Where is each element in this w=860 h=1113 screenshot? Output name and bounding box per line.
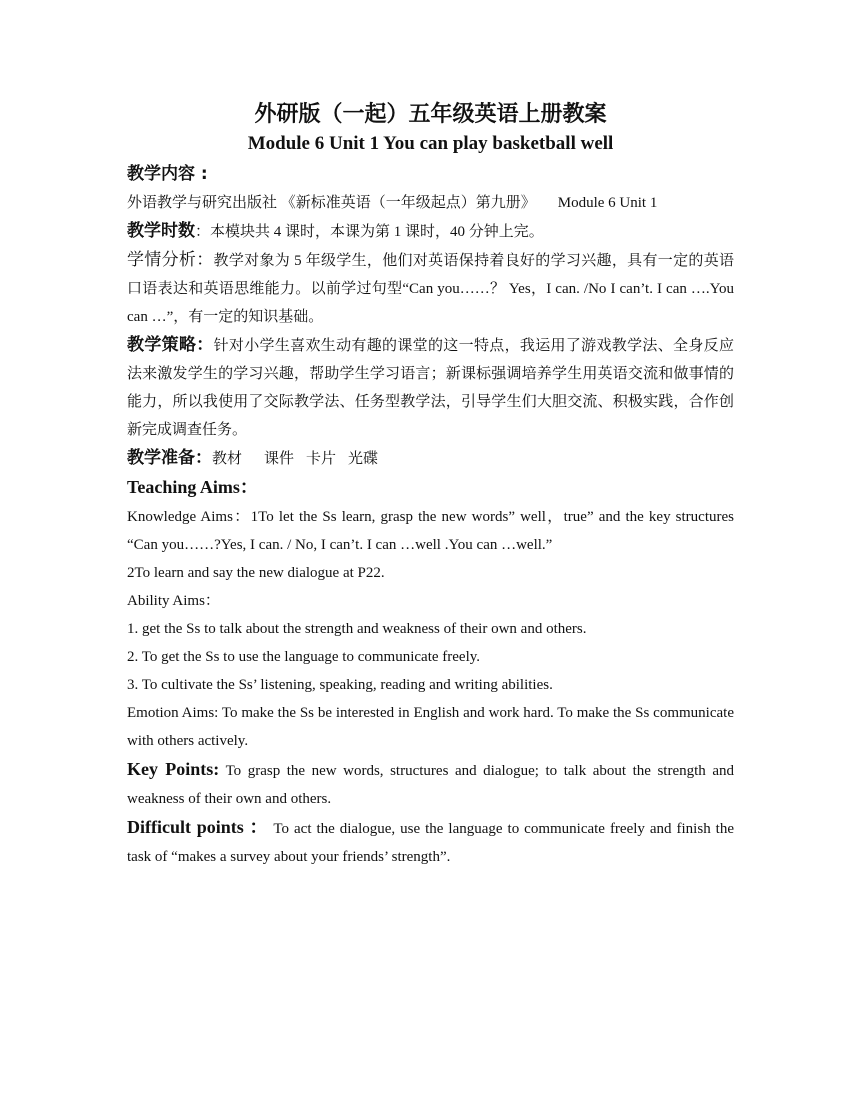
knowledge-aims-2: 2To learn and say the new dialogue at P22. — [127, 565, 385, 581]
hours-label: 教学时数 — [127, 221, 195, 241]
difficult-points-paragraph — [127, 813, 734, 871]
content-heading-label: 教学内容 : — [127, 164, 208, 184]
strategy-label: 教学策略： — [127, 335, 214, 355]
emotion-aims: Emotion Aims: To make the Ss be interested in English and work hard. To make the Ss communicate with others actively. — [127, 705, 734, 749]
ability-aims-heading: Ability Aims： — [127, 593, 220, 609]
difficult-points-text: To act the dialogue, use the language to communicate freely and finish the task of “makes a survey about your friends’ strength”. — [127, 821, 734, 865]
knowledge-aims: Knowledge Aims：1To let the Ss learn, grasp the new words” well，true” and the key structures “Can you……?Yes, I can. / No, I can’t. I can …well .You can …well.” — [127, 509, 734, 553]
hours-paragraph — [127, 217, 734, 246]
content-module: Module 6 Unit 1 — [557, 195, 658, 211]
title-chinese: 外研版（一起）五年级英语上册教案 — [254, 102, 607, 127]
preparation-item: 卡片 — [306, 451, 337, 467]
ability-aim-item: 3. To cultivate the Ss’ listening, speaking, reading and writing abilities. — [127, 677, 553, 693]
preparation-paragraph — [127, 444, 734, 473]
document-body — [127, 100, 734, 871]
preparation-item: 光碟 — [348, 451, 379, 467]
key-points-paragraph — [127, 755, 734, 813]
preparation-item: 教材 — [212, 451, 243, 467]
content-heading — [127, 160, 734, 189]
aims-heading-paragraph — [127, 473, 734, 503]
preparation-label: 教学准备： — [127, 448, 212, 468]
strategy-text: 针对小学生喜欢生动有趣的课堂的这一特点，我运用了游戏教学法、全身反应法来激发学生的学习兴趣，帮助学生学习语言；新课标强调培养学生用英语交流和做事情的能力，所以我使用了交际教学法、任务型教学法，引导学生们大胆交流、积极实践，合作创新完成调查任务。 — [127, 338, 734, 438]
hours-text: ：本模块共 4 课时，本课为第 1 课时，40 分钟上完。 — [195, 224, 544, 240]
content-text: 外语教学与研究出版社 《新标准英语（一年级起点）第九册》 — [127, 195, 536, 211]
key-points-text: To grasp the new words, structures and dialogue; to talk about the strength and weakness of their own and others. — [127, 763, 734, 807]
analysis-paragraph — [127, 246, 734, 331]
preparation-item: 课件 — [264, 451, 295, 467]
analysis-text: 教学对象为 5 年级学生，他们对英语保持着良好的学习兴趣，具有一定的英语口语表达和英语思维能力。以前学过句型“Can you……？ Yes，I can. /No I can’t. I can ….You can …”，有一定的知识基础。 — [127, 253, 734, 325]
strategy-paragraph — [127, 331, 734, 444]
difficult-points-label: Difficult points ： — [127, 817, 269, 837]
title-english: Module 6 Unit 1 You can play basketball well — [247, 133, 614, 154]
key-points-label: Key Points: — [127, 759, 220, 779]
ability-aim-item: 1. get the Ss to talk about the strength and weakness of their own and others. — [127, 621, 587, 637]
content-paragraph — [127, 189, 734, 217]
ability-aim-item: 2. To get the Ss to use the language to communicate freely. — [127, 649, 481, 665]
aims-heading: Teaching Aims： — [127, 477, 258, 497]
analysis-label: 学情分析： — [127, 250, 214, 270]
